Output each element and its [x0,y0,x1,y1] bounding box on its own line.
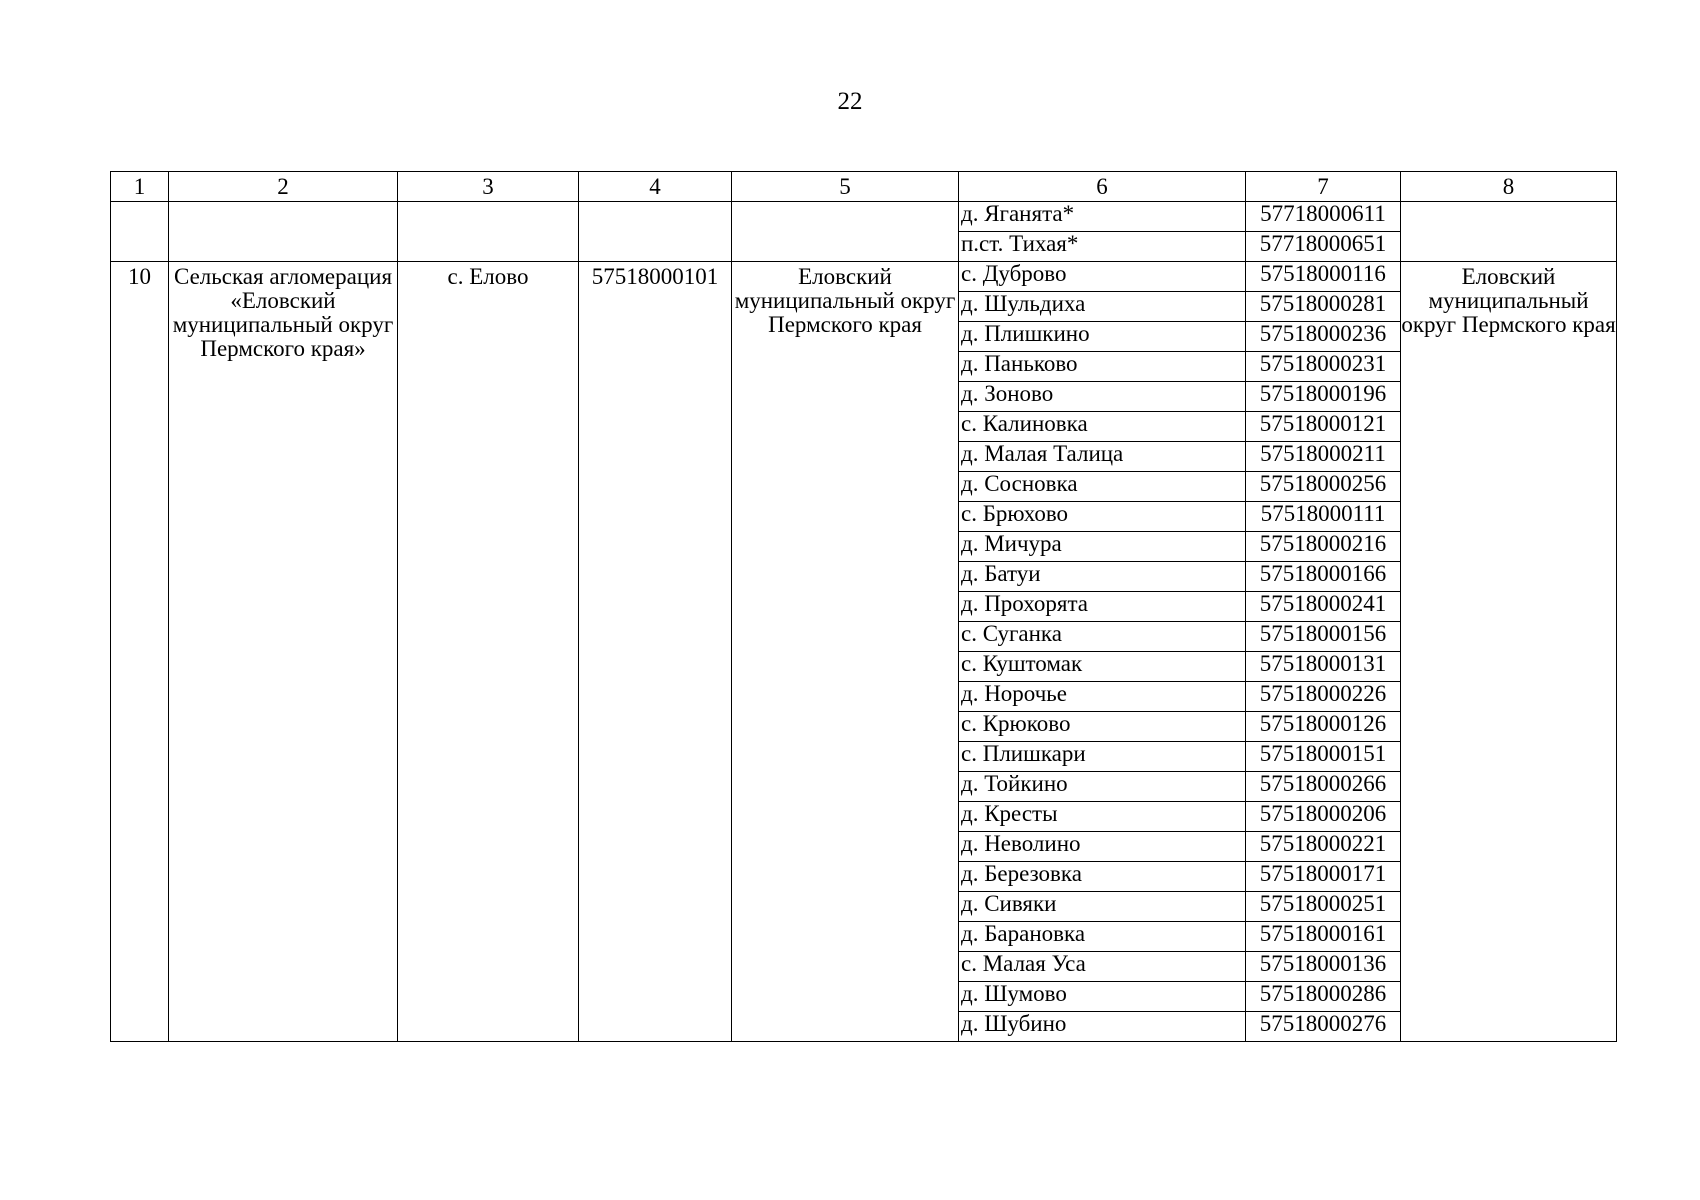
settlement-name-cell: с. Дуброво [959,262,1246,292]
column-number: 2 [169,172,398,202]
settlement-name-cell: с. Калиновка [959,412,1246,442]
settlement-name-cell: д. Паньково [959,352,1246,382]
settlement-name-cell: д. Шумово [959,982,1246,1012]
settlement-name-cell: д. Малая Талица [959,442,1246,472]
settlement-code-cell: 57518000256 [1246,472,1401,502]
settlement-name-cell: д. Неволино [959,832,1246,862]
settlement-name-cell: д. Барановка [959,922,1246,952]
settlement-code-cell: 57518000156 [1246,622,1401,652]
settlement-name-cell: с. Малая Уса [959,952,1246,982]
table-body [111,172,1617,1042]
settlement-code-cell: 57518000166 [1246,562,1401,592]
settlement-name-cell: д. Зоново [959,382,1246,412]
settlement-code-cell: 57518000221 [1246,832,1401,862]
settlement-table-wrapper [110,171,1617,1042]
settlement-name-cell: с. Куштомак [959,652,1246,682]
settlement-code-cell: 57518000276 [1246,1012,1401,1042]
settlement-name-cell: п.ст. Тихая* [959,232,1246,262]
settlement-code-cell: 57518000286 [1246,982,1401,1012]
center-cell: с. Елово [398,262,579,1042]
settlement-code-cell: 57518000281 [1246,292,1401,322]
settlement-name-cell: д. Прохорята [959,592,1246,622]
column-number: 8 [1401,172,1617,202]
settlement-code-cell: 57518000171 [1246,862,1401,892]
settlement-code-cell: 57518000131 [1246,652,1401,682]
settlement-code-cell: 57718000651 [1246,232,1401,262]
settlement-code-cell: 57518000196 [1246,382,1401,412]
entry-number-cell [111,202,169,262]
column-number-row [111,172,1617,202]
settlement-code-cell: 57518000116 [1246,262,1401,292]
settlement-code-cell: 57518000161 [1246,922,1401,952]
settlement-code-cell: 57518000251 [1246,892,1401,922]
settlement-name-cell: д. Мичура [959,532,1246,562]
settlement-name-cell: д. Кресты [959,802,1246,832]
settlement-code-cell: 57518000241 [1246,592,1401,622]
center-cell [398,202,579,262]
settlement-name-cell: д. Шульдиха [959,292,1246,322]
settlement-code-cell: 57518000126 [1246,712,1401,742]
center-code-cell: 57518000101 [579,262,732,1042]
column-number: 7 [1246,172,1401,202]
column-number: 4 [579,172,732,202]
center-code-cell [579,202,732,262]
settlement-code-cell: 57718000611 [1246,202,1401,232]
settlement-code-cell: 57518000111 [1246,502,1401,532]
settlement-code-cell: 57518000231 [1246,352,1401,382]
settlement-code-cell: 57518000226 [1246,682,1401,712]
settlement-name-cell: с. Плишкари [959,742,1246,772]
agglomeration-name-cell: Сельская агломерация «Еловский муниципальный округ Пермского края» [169,262,398,1042]
entry-number-cell: 10 [111,262,169,1042]
page-number: 22 [837,88,863,115]
settlement-table [110,171,1617,1042]
settlement-code-cell: 57518000121 [1246,412,1401,442]
settlement-name-cell: д. Норочье [959,682,1246,712]
municipality-col8-cell [1401,202,1617,262]
column-number: 5 [732,172,959,202]
settlement-name-cell: д. Батуи [959,562,1246,592]
municipality-col8-cell: Еловский муниципальный округ Пермского края [1401,262,1617,1042]
settlement-name-cell: д. Сосновка [959,472,1246,502]
settlement-name-cell: д. Тойкино [959,772,1246,802]
settlement-name-cell: д. Плишкино [959,322,1246,352]
settlement-name-cell: д. Березовка [959,862,1246,892]
settlement-code-cell: 57518000151 [1246,742,1401,772]
column-number: 6 [959,172,1246,202]
settlement-name-cell: д. Сивяки [959,892,1246,922]
table-row [111,202,1617,232]
settlement-code-cell: 57518000266 [1246,772,1401,802]
settlement-name-cell: с. Крюково [959,712,1246,742]
settlement-name-cell: с. Брюхово [959,502,1246,532]
municipality-cell [732,202,959,262]
column-number: 1 [111,172,169,202]
column-number: 3 [398,172,579,202]
settlement-name-cell: с. Суганка [959,622,1246,652]
settlement-code-cell: 57518000206 [1246,802,1401,832]
agglomeration-name-cell [169,202,398,262]
settlement-name-cell: д. Яганята* [959,202,1246,232]
municipality-cell: Еловский муниципальный округ Пермского края [732,262,959,1042]
settlement-code-cell: 57518000236 [1246,322,1401,352]
settlement-code-cell: 57518000211 [1246,442,1401,472]
table-row [111,262,1617,292]
settlement-code-cell: 57518000216 [1246,532,1401,562]
settlement-code-cell: 57518000136 [1246,952,1401,982]
settlement-name-cell: д. Шубино [959,1012,1246,1042]
